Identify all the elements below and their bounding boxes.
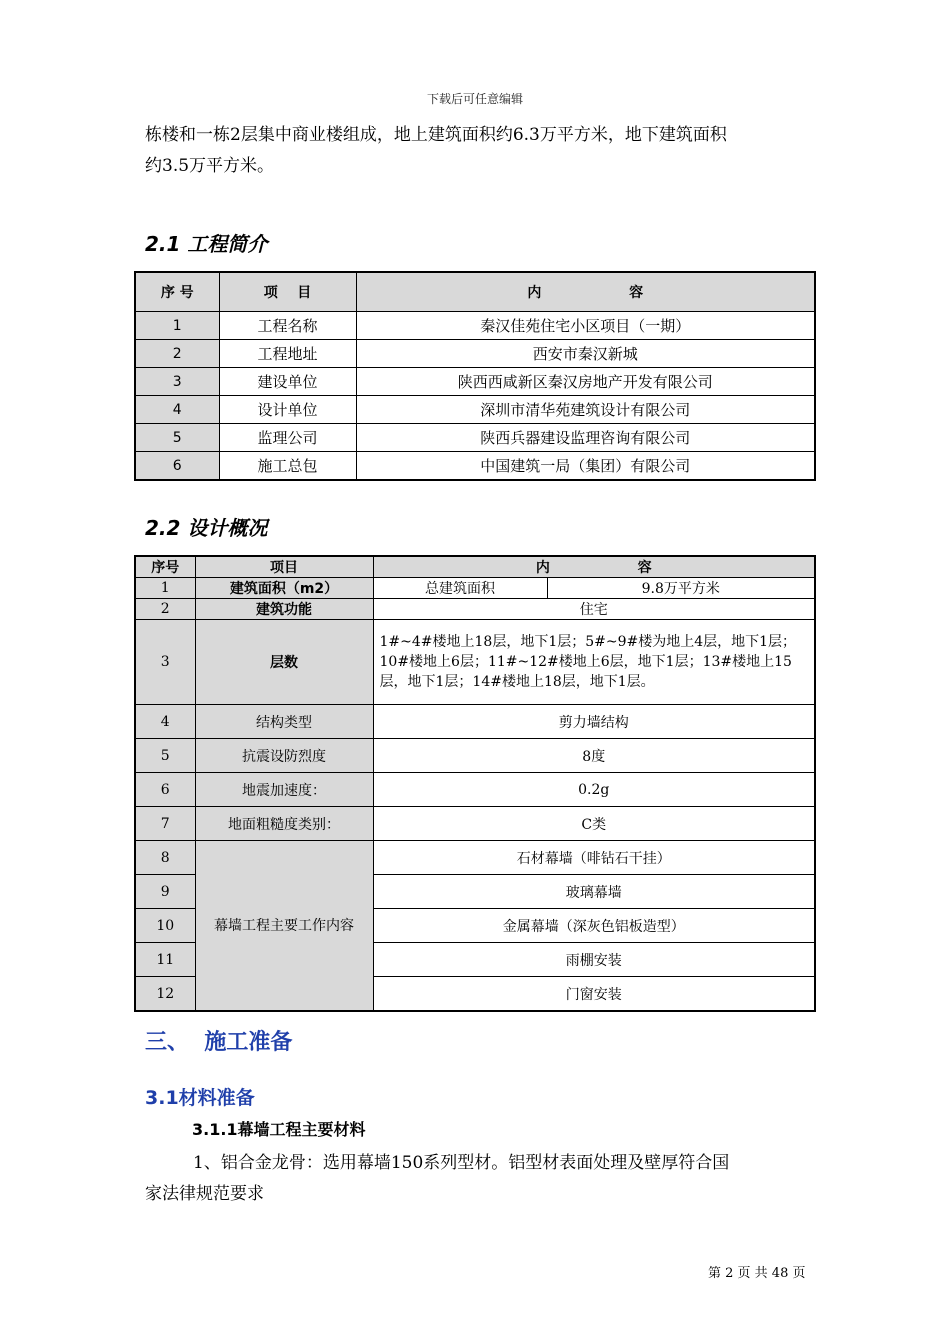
table-row (135, 312, 815, 340)
section-3-title: 三、 施工准备 (145, 1030, 293, 1055)
intro-line-2: 约3.5万平方米。 (145, 156, 275, 176)
row-no: 8 (135, 841, 195, 875)
table-row (135, 368, 815, 396)
row-content: 深圳市清华苑建筑设计有限公司 (356, 396, 815, 424)
row-no: 1 (135, 312, 219, 340)
materials-paragraph (145, 1148, 825, 1210)
intro-line-1: 栋楼和一栋2层集中商业楼组成，地上建筑面积约6.3万平方米，地下建筑面积 (145, 125, 727, 145)
row-item: 地震加速度： (195, 773, 373, 807)
table-row (135, 396, 815, 424)
header-item: 项 目 (219, 272, 356, 312)
row-item: 建筑功能 (195, 599, 373, 620)
table-row (135, 841, 815, 875)
row-item: 工程地址 (219, 340, 356, 368)
row-no: 4 (135, 396, 219, 424)
section-31-title: 3.1材料准备 (145, 1087, 255, 1109)
row-item: 建筑面积（m2） (195, 578, 373, 599)
row-content: 玻璃幕墙 (373, 875, 815, 909)
section-311-title: 3.1.1幕墙工程主要材料 (192, 1120, 366, 1139)
project-intro-table (134, 271, 816, 481)
header-no: 序号 (135, 556, 195, 578)
row-no: 5 (135, 739, 195, 773)
row-no: 2 (135, 599, 195, 620)
materials-line-1: 1、铝合金龙骨：选用幕墙150系列型材。铝型材表面处理及壁厚符合国 (193, 1153, 730, 1173)
intro-paragraph (145, 120, 825, 182)
row-content: 门窗安装 (373, 977, 815, 1012)
row-content: C类 (373, 807, 815, 841)
row-item: 设计单位 (219, 396, 356, 424)
row-content: 剪力墙结构 (373, 705, 815, 739)
row-content: 金属幕墙（深灰色铝板造型） (373, 909, 815, 943)
row-no: 3 (135, 620, 195, 705)
section-21-title: 2.1 工程简介 (145, 232, 268, 256)
design-overview-table (134, 555, 816, 1012)
table-header-row (135, 272, 815, 312)
row-item: 层数 (195, 620, 373, 705)
row-no: 6 (135, 452, 219, 481)
header-no: 序 号 (135, 272, 219, 312)
table-row (135, 424, 815, 452)
row-no: 11 (135, 943, 195, 977)
header-note: 下载后可任意编辑 (426, 92, 523, 106)
row-item: 施工总包 (219, 452, 356, 481)
materials-line-2: 家法律规范要求 (145, 1184, 264, 1204)
table-header-row (135, 556, 815, 578)
table-row (135, 620, 815, 705)
table-row (135, 340, 815, 368)
row-no: 4 (135, 705, 195, 739)
row-content: 1#~4#楼地上18层，地下1层；5#~9#楼为地上4层，地下1层；10#楼地上6层；11#~12#楼地上6层，地下1层；13#楼地上15层，地下1层；14#楼地上18层，地下1层。 (373, 620, 815, 705)
curtain-item-cell: 幕墙工程主要工作内容 (195, 841, 373, 1012)
table-row (135, 773, 815, 807)
row-no: 1 (135, 578, 195, 599)
row-no: 6 (135, 773, 195, 807)
header-content: 内 容 (373, 556, 815, 578)
table-row (135, 705, 815, 739)
row-item: 结构类型 (195, 705, 373, 739)
row-item: 建设单位 (219, 368, 356, 396)
row-item: 工程名称 (219, 312, 356, 340)
row-no: 9 (135, 875, 195, 909)
row-no: 7 (135, 807, 195, 841)
row-content: 8度 (373, 739, 815, 773)
row-content: 中国建筑一局（集团）有限公司 (356, 452, 815, 481)
header-content: 内 容 (356, 272, 815, 312)
table-row (135, 452, 815, 481)
row-content: 陕西兵器建设监理咨询有限公司 (356, 424, 815, 452)
row-no: 10 (135, 909, 195, 943)
row-content-value: 9.8万平方米 (547, 578, 815, 599)
section-22-title: 2.2 设计概况 (145, 516, 268, 540)
table-row (135, 578, 815, 599)
row-content: 陕西西咸新区秦汉房地产开发有限公司 (356, 368, 815, 396)
row-content: 雨棚安装 (373, 943, 815, 977)
row-item: 地面粗糙度类别： (195, 807, 373, 841)
row-no: 2 (135, 340, 219, 368)
row-no: 5 (135, 424, 219, 452)
table-row (135, 739, 815, 773)
row-item: 监理公司 (219, 424, 356, 452)
row-no: 3 (135, 368, 219, 396)
row-no: 12 (135, 977, 195, 1012)
row-content: 秦汉佳苑住宅小区项目（一期） (356, 312, 815, 340)
row-item: 抗震设防烈度 (195, 739, 373, 773)
row-content-label: 总建筑面积 (373, 578, 547, 599)
row-content: 0.2g (373, 773, 815, 807)
table-row (135, 807, 815, 841)
header-item: 项目 (195, 556, 373, 578)
row-content: 住宅 (373, 599, 815, 620)
row-content: 西安市秦汉新城 (356, 340, 815, 368)
page-footer: 第 2 页 共 48 页 (708, 1266, 806, 1281)
row-content: 石材幕墙（啡钻石干挂） (373, 841, 815, 875)
table-row (135, 599, 815, 620)
